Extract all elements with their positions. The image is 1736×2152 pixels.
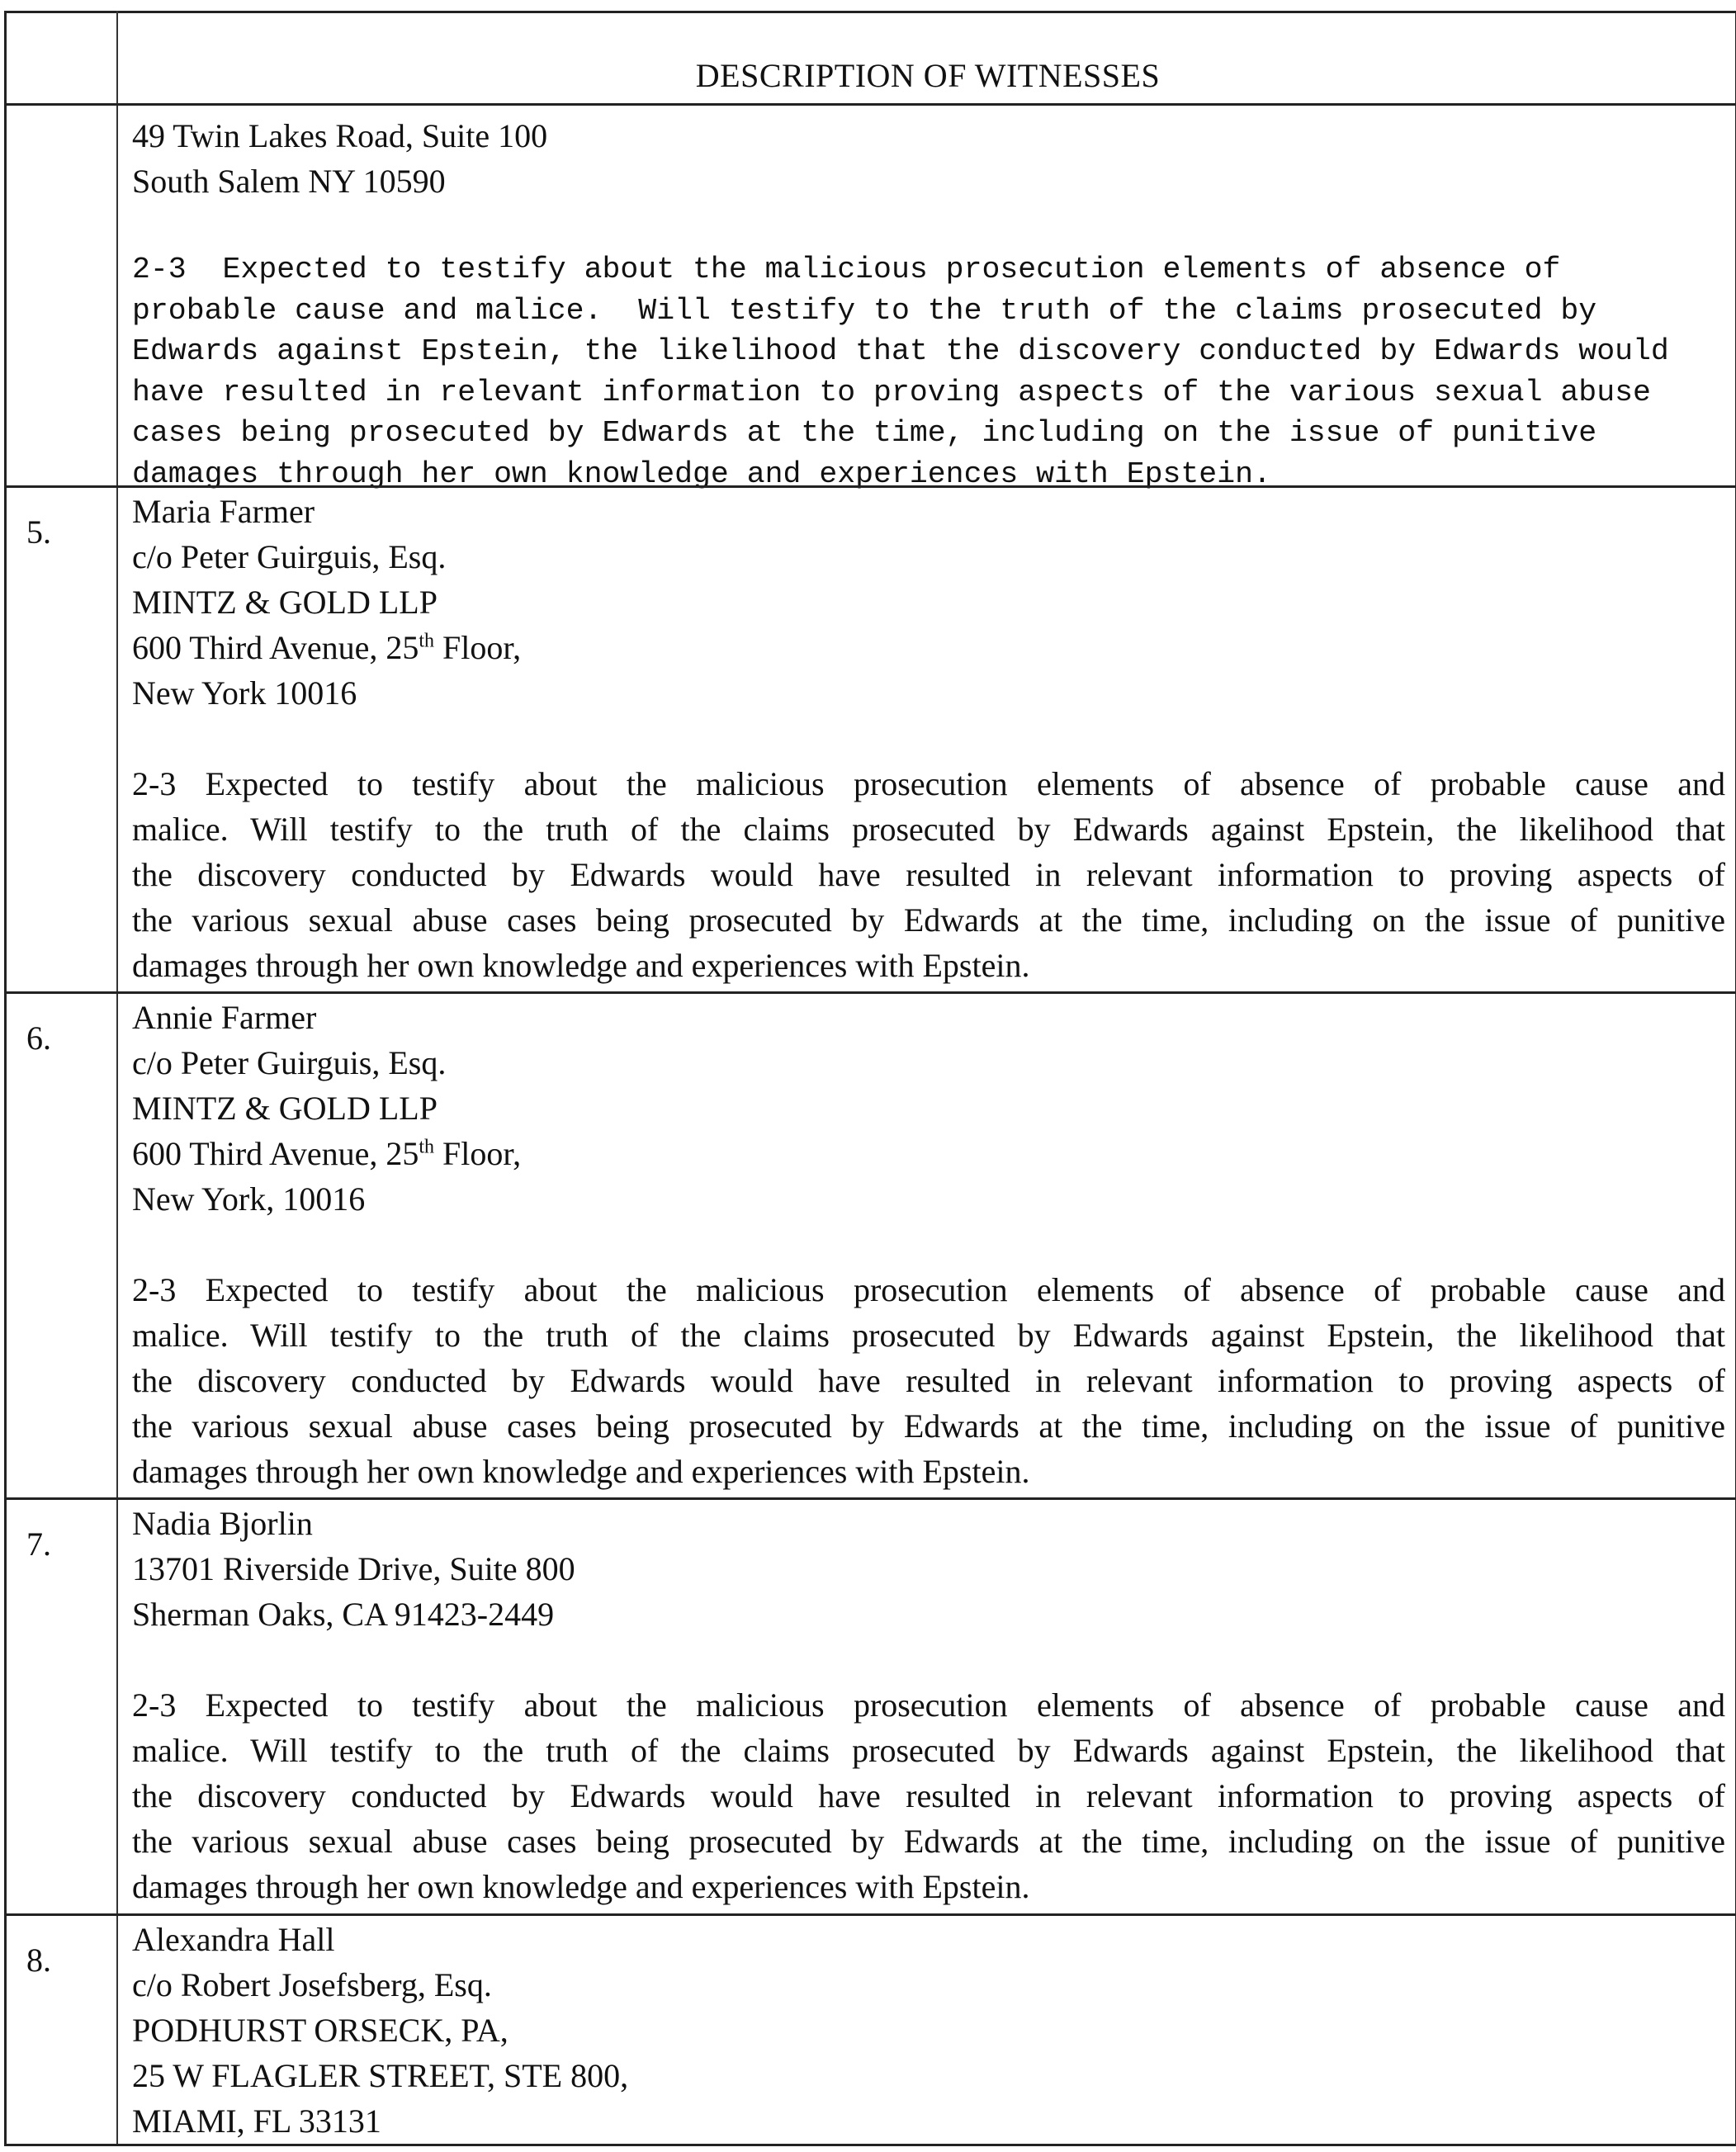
superscript: th — [419, 1136, 435, 1158]
description-line: malice. Will testify to the truth of the claims prosecuted by Edwards against Epstein, the likelihood that — [132, 1317, 1725, 1354]
address-line: 13701 Riverside Drive, Suite 800 — [132, 1550, 575, 1587]
row-number: 5. — [26, 513, 51, 551]
witness-cell — [132, 489, 1725, 988]
description-line: the discovery conducted by Edwards would have resulted in relevant information to proving aspects of — [132, 1777, 1725, 1814]
description-line: damages through her own knowledge and experiences with Epstein. — [132, 1868, 1030, 1905]
address-line: c/o Peter Guirguis, Esq. — [132, 1044, 447, 1081]
address-line: New York 10016 — [132, 674, 357, 712]
description-line: 2-3 Expected to testify about the malicious prosecution elements of absence of — [132, 253, 1561, 286]
description-line: malice. Will testify to the truth of the claims prosecuted by Edwards against Epstein, the likelihood that — [132, 811, 1725, 848]
description-line: damages through her own knowledge and experiences with Epstein. — [132, 1453, 1030, 1490]
description-line: probable cause and malice. Will testify to the truth of the claims prosecuted by — [132, 293, 1597, 328]
description-line: the discovery conducted by Edwards would have resulted in relevant information to proving aspects of — [132, 856, 1725, 893]
address-line: 25 W FLAGLER STREET, STE 800, — [132, 2057, 629, 2094]
witness-cell — [132, 995, 1725, 1494]
table-header-title: DESCRIPTION OF WITNESSES — [695, 57, 1161, 94]
address-line: South Salem NY 10590 — [132, 163, 446, 200]
description-line: have resulted in relevant information to proving aspects of the various sexual abuse — [132, 375, 1651, 409]
address-line — [132, 1131, 1725, 1176]
table-row — [7, 485, 1735, 991]
witness-table — [4, 11, 1736, 2146]
witness-cell — [132, 113, 1725, 494]
description-line: damages through her own knowledge and experiences with Epstein. — [132, 947, 1030, 984]
superscript: th — [419, 630, 435, 652]
witness-cell — [132, 1501, 1725, 1909]
description-line: malice. Will testify to the truth of the claims prosecuted by Edwards against Epstein, the likelihood that — [132, 1732, 1725, 1769]
row-number: 6. — [26, 1019, 51, 1057]
description-line: the various sexual abuse cases being prosecuted by Edwards at the time, including on the issue of punitive — [132, 1407, 1725, 1445]
address-text: 600 Third Avenue, 25 — [132, 1135, 419, 1172]
address-line: c/o Robert Josefsberg, Esq. — [132, 1966, 492, 2003]
table-row — [7, 103, 1735, 491]
table-top-border — [7, 11, 1735, 13]
witness-name: Annie Farmer — [132, 999, 317, 1036]
table-bottom-border — [7, 2144, 1735, 2146]
address-line — [132, 625, 1725, 670]
address-line: MINTZ & GOLD LLP — [132, 584, 438, 621]
description-line: the various sexual abuse cases being prosecuted by Edwards at the time, including on the issue of punitive — [132, 1823, 1725, 1860]
address-line: MINTZ & GOLD LLP — [132, 1090, 438, 1127]
witness-name: Nadia Bjorlin — [132, 1505, 313, 1542]
description-line: damages through her own knowledge and experiences with Epstein. — [132, 456, 1271, 491]
address-line: Sherman Oaks, CA 91423-2449 — [132, 1596, 555, 1633]
address-line: PODHURST ORSECK, PA, — [132, 2012, 509, 2049]
description-line: 2-3 Expected to testify about the malicious prosecution elements of absence of probable cause and — [132, 1686, 1725, 1724]
description-line: cases being prosecuted by Edwards at the time, including on the issue of punitive — [132, 416, 1597, 450]
table-row — [7, 1913, 1735, 2145]
address-line: MIAMI, FL 33131 — [132, 2102, 381, 2140]
description-line: the discovery conducted by Edwards would have resulted in relevant information to proving aspects of — [132, 1362, 1725, 1399]
table-row — [7, 1497, 1735, 1913]
description-line: the various sexual abuse cases being prosecuted by Edwards at the time, including on the issue of punitive — [132, 901, 1725, 939]
address-line: c/o Peter Guirguis, Esq. — [132, 538, 447, 575]
address-line: 49 Twin Lakes Road, Suite 100 — [132, 117, 548, 154]
description-line: Edwards against Epstein, the likelihood that the discovery conducted by Edwards would — [132, 334, 1669, 368]
description-line: 2-3 Expected to testify about the malicious prosecution elements of absence of probable cause and — [132, 765, 1725, 802]
row-number: 7. — [26, 1525, 51, 1563]
table-row — [7, 991, 1735, 1497]
witness-name: Alexandra Hall — [132, 1921, 335, 1958]
address-line: New York, 10016 — [132, 1180, 366, 1218]
address-text: Floor, — [434, 629, 522, 666]
witness-name: Maria Farmer — [132, 493, 315, 530]
description-line: 2-3 Expected to testify about the malicious prosecution elements of absence of probable cause and — [132, 1271, 1725, 1308]
row-number: 8. — [26, 1942, 51, 1979]
address-text: 600 Third Avenue, 25 — [132, 629, 419, 666]
address-text: Floor, — [434, 1135, 522, 1172]
witness-cell — [132, 1917, 1725, 2144]
